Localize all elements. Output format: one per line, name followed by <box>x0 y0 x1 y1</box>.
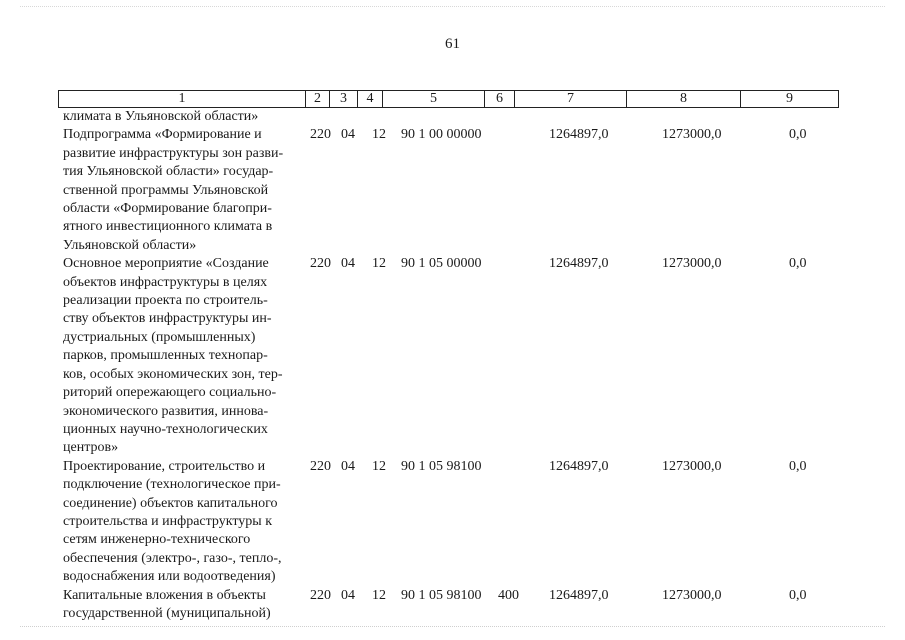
cell-col-3: 04 <box>341 458 355 474</box>
column-header-1: 1 <box>59 91 306 107</box>
cell-col-8: 1273000,0 <box>662 458 722 474</box>
description-line: дустриальных (промышленных) <box>63 329 256 345</box>
description-line: климата в Ульяновской области» <box>63 109 259 124</box>
cell-col-4: 12 <box>372 256 386 272</box>
description-line: Основное мероприятие «Создание <box>63 256 269 272</box>
table-row <box>58 108 839 126</box>
row-description <box>58 108 303 126</box>
row-description <box>58 255 303 457</box>
description-line: ятного инвестиционного климата в <box>63 219 273 235</box>
cell-col-2: 220 <box>310 587 331 603</box>
description-line: центров» <box>63 440 119 456</box>
description-line: области «Формирование благопри- <box>63 201 272 217</box>
description-line: сетям инженерно-технического <box>63 532 251 548</box>
description-line: реализации проекта по строитель- <box>63 293 268 309</box>
cell-col-3: 04 <box>341 127 355 143</box>
page-number: 61 <box>445 36 460 52</box>
cell-col-9: 0,0 <box>789 127 807 143</box>
description-line: парков, промышленных технопар- <box>63 348 268 364</box>
cell-col-5: 90 1 05 00000 <box>401 256 482 272</box>
description-line: водоснабжения или водоотведения) <box>63 569 276 585</box>
cell-col-5: 90 1 00 00000 <box>401 127 482 143</box>
row-description <box>58 587 303 624</box>
description-line: развитие инфраструктуры зон разви- <box>63 145 284 161</box>
cell-col-5: 90 1 05 98100 <box>401 458 482 474</box>
scan-edge-top <box>20 6 885 7</box>
description-line: объектов инфраструктуры в целях <box>63 274 268 290</box>
cell-col-7: 1264897,0 <box>549 127 609 143</box>
description-line: ству объектов инфраструктуры ин- <box>63 311 272 327</box>
cell-col-9: 0,0 <box>789 458 807 474</box>
table-row <box>58 587 839 624</box>
column-header-4: 4 <box>358 91 383 107</box>
column-header-3: 3 <box>330 91 358 107</box>
cell-col-2: 220 <box>310 256 331 272</box>
description-line: экономического развития, иннова- <box>63 403 269 419</box>
column-header-2: 2 <box>306 91 330 107</box>
description-line: ционных научно-технологических <box>63 421 268 437</box>
cell-col-2: 220 <box>310 127 331 143</box>
cell-col-8: 1273000,0 <box>662 587 722 603</box>
table-row <box>58 458 839 587</box>
description-line: Капитальные вложения в объекты <box>63 587 266 603</box>
column-header-6: 6 <box>485 91 515 107</box>
description-line: Ульяновской области» <box>63 237 197 253</box>
scan-edge-bottom <box>20 626 885 627</box>
description-line: государственной (муниципальной) <box>63 605 271 621</box>
cell-col-4: 12 <box>372 127 386 143</box>
cell-col-8: 1273000,0 <box>662 127 722 143</box>
cell-col-9: 0,0 <box>789 256 807 272</box>
cell-col-3: 04 <box>341 256 355 272</box>
column-header-8: 8 <box>627 91 741 107</box>
table-header <box>58 90 839 108</box>
description-line: ков, особых экономических зон, тер- <box>63 366 283 382</box>
description-line: подключение (технологическое при- <box>63 477 281 493</box>
cell-col-7: 1264897,0 <box>549 458 609 474</box>
description-line: соединение) объектов капитального <box>63 495 278 511</box>
cell-col-3: 04 <box>341 587 355 603</box>
description-line: ственной программы Ульяновской <box>63 182 269 198</box>
cell-col-2: 220 <box>310 458 331 474</box>
description-line: обеспечения (электро-, газо-, тепло-, <box>63 550 282 566</box>
cell-col-7: 1264897,0 <box>549 256 609 272</box>
row-description <box>58 458 303 587</box>
cell-col-7: 1264897,0 <box>549 587 609 603</box>
description-line: риторий опережающего социально- <box>63 385 277 401</box>
description-line: Проектирование, строительство и <box>63 458 266 474</box>
cell-col-8: 1273000,0 <box>662 256 722 272</box>
cell-col-4: 12 <box>372 587 386 603</box>
description-line: тия Ульяновской области» государ- <box>63 164 274 180</box>
cell-col-4: 12 <box>372 458 386 474</box>
cell-col-6: 400 <box>498 587 519 603</box>
column-header-7: 7 <box>515 91 627 107</box>
column-header-9: 9 <box>786 91 793 106</box>
row-description <box>58 126 303 255</box>
column-header-5: 5 <box>383 91 485 107</box>
table-row <box>58 255 839 457</box>
description-line: Подпрограмма «Формирование и <box>63 127 262 143</box>
table-body <box>58 108 839 623</box>
cell-col-5: 90 1 05 98100 <box>401 587 482 603</box>
table-row <box>58 126 839 255</box>
cell-col-9: 0,0 <box>789 587 807 603</box>
description-line: строительства и инфраструктуры к <box>63 513 273 529</box>
